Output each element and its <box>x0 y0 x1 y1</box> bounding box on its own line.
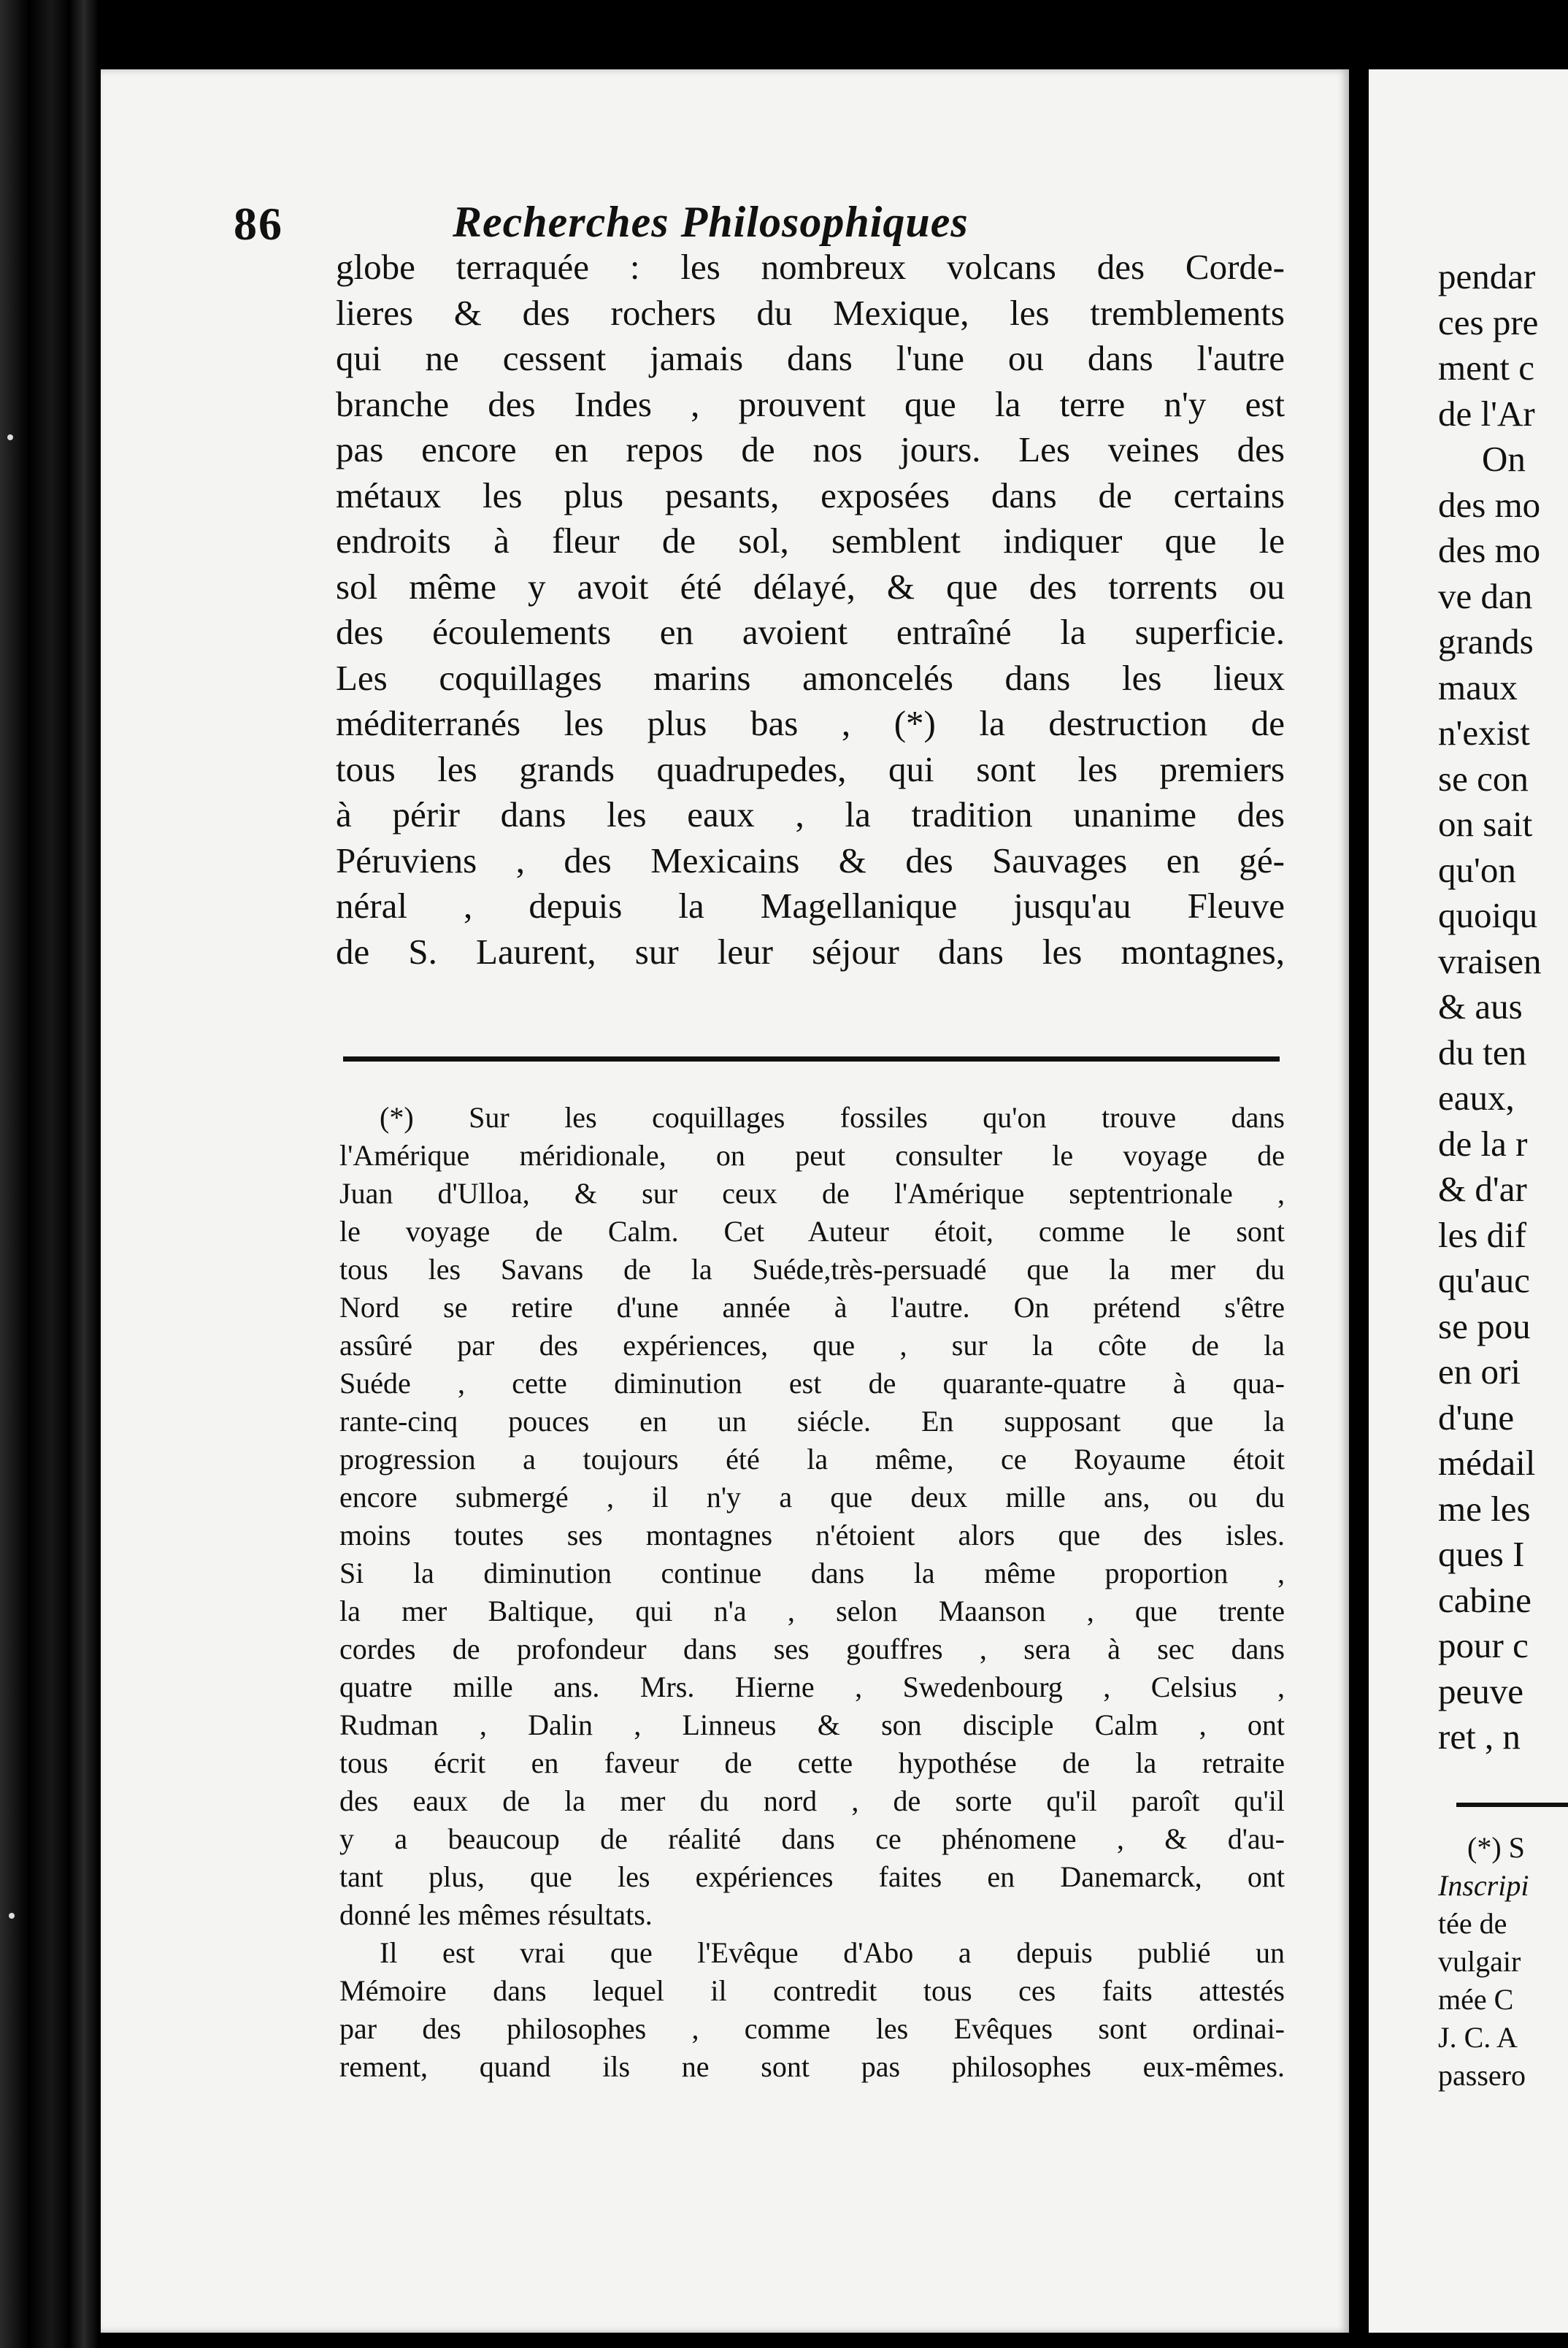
footnote-line: rante-cinq pouces en un siécle. En supposant que la <box>339 1405 1285 1438</box>
text-line: peuve <box>1438 1670 1523 1711</box>
text-line: ques I <box>1438 1534 1525 1574</box>
text-line: ret , n <box>1438 1716 1521 1757</box>
text-line: du ten <box>1438 1032 1527 1073</box>
text-line: qui ne cessent jamais dans l'une ou dans l'autre <box>336 338 1285 378</box>
footnote-line: l'Amérique méridionale, on peut consulter le voyage de <box>339 1139 1285 1172</box>
footnote-line: tant plus, que les expériences faites en Danemarck, ont <box>339 1860 1285 1893</box>
text-line: quoiqu <box>1438 895 1538 935</box>
text-line: endroits à fleur de sol, semblent indiquer que le <box>336 521 1285 561</box>
text-line: métaux les plus pesants, exposées dans de certains <box>336 475 1285 515</box>
footnote-line: vulgair <box>1438 1945 1521 1978</box>
footnote-line: encore submergé , il n'y a que deux mille ans, ou du <box>339 1481 1285 1513</box>
text-line: ces pre <box>1438 302 1539 342</box>
text-line: des écoulements en avoient entraîné la superficie. <box>336 612 1285 652</box>
page-number: 86 <box>234 198 283 250</box>
text-line: lieres & des rochers du Mexique, les tremblements <box>336 292 1285 333</box>
footnote-line: moins toutes ses montagnes n'étoient alors que des isles. <box>339 1519 1285 1551</box>
footnote-line: Il est vrai que l'Evêque d'Abo a depuis publié un <box>380 1936 1285 1969</box>
text-line: médail <box>1438 1443 1536 1483</box>
footnote-line: y a beaucoup de réalité dans ce phénomene , & d'au- <box>339 1822 1285 1855</box>
main-text <box>336 245 1285 975</box>
footnote-line: tée de <box>1438 1907 1507 1940</box>
right-footnote-text <box>1438 1829 1568 2095</box>
text-line: des mo <box>1438 484 1541 525</box>
book-binding-edge <box>0 0 99 2348</box>
text-line: branche des Indes , prouvent que la terre n'y est <box>336 383 1285 424</box>
footnote-line: Mémoire dans lequel il contredit tous ces faits attestés <box>339 1974 1285 2007</box>
footnote-line: donné les mêmes résultats. <box>339 1898 653 1931</box>
footnote-line: Inscripi <box>1438 1869 1529 1902</box>
text-line: cabine <box>1438 1579 1532 1620</box>
text-line: & aus <box>1438 986 1523 1027</box>
footnote-line: le voyage de Calm. Cet Auteur étoit, comme le sont <box>339 1215 1285 1248</box>
footnote-line: rement, quand ils ne sont pas philosophes eux-mêmes. <box>339 2050 1285 2083</box>
footnote-line: tous les Savans de la Suéde,très-persuadé que la mer du <box>339 1253 1285 1286</box>
text-line: pas encore en repos de nos jours. Les veines des <box>336 429 1285 469</box>
right-page-fragment <box>1369 69 1568 2333</box>
footnote-line: mée C <box>1438 1983 1514 2016</box>
text-line: grands <box>1438 621 1534 661</box>
scan-speck <box>9 1913 15 1919</box>
text-line: vraisen <box>1438 940 1542 981</box>
footnote-line: tous écrit en faveur de cette hypothése de la retraite <box>339 1746 1285 1779</box>
text-line: n'exist <box>1438 713 1530 753</box>
text-line: ment c <box>1438 348 1534 388</box>
text-line: les dif <box>1438 1214 1527 1255</box>
text-line: qu'auc <box>1438 1260 1530 1300</box>
text-line: on sait <box>1438 804 1533 844</box>
text-line: de l'Ar <box>1438 393 1535 434</box>
text-line: à périr dans les eaux , la tradition unanime des <box>336 794 1285 835</box>
text-line: qu'on <box>1438 849 1516 890</box>
footnote-line: Si la diminution continue dans la même proportion , <box>339 1557 1285 1589</box>
right-page-text <box>1438 254 1568 1760</box>
text-line: pour c <box>1438 1625 1529 1665</box>
text-line: ve dan <box>1438 575 1533 616</box>
text-line: On <box>1482 439 1526 479</box>
footnote-line: assûré par des expériences, que , sur la côte de la <box>339 1329 1285 1362</box>
text-line: des mo <box>1438 530 1541 570</box>
footnote-line: Suéde , cette diminution est de quarante-quatre à qua- <box>339 1367 1285 1400</box>
text-line: me les <box>1438 1488 1531 1529</box>
footnote-line: progression a toujours été la même, ce Royaume étoit <box>339 1443 1285 1476</box>
footnote-line: la mer Baltique, qui n'a , selon Maanson , que trente <box>339 1595 1285 1627</box>
text-line: se con <box>1438 758 1529 799</box>
footnote-line: par des philosophes , comme les Evêques sont ordinai- <box>339 2012 1285 2045</box>
text-line: néral , depuis la Magellanique jusqu'au Fleuve <box>336 886 1285 926</box>
footnote-line: (*) Sur les coquillages fossiles qu'on trouve dans <box>380 1101 1285 1134</box>
text-line: sol même y avoit été délayé, & que des torrents ou <box>336 566 1285 607</box>
footnote-line: quatre mille ans. Mrs. Hierne , Swedenbourg , Celsius , <box>339 1670 1285 1703</box>
footnote-line: J. C. A <box>1438 2021 1518 2054</box>
text-line: globe terraquée : les nombreux volcans des Corde- <box>336 247 1285 287</box>
scan-speck <box>7 434 13 440</box>
text-line: se pou <box>1438 1305 1531 1346</box>
footnote-rule <box>343 1056 1280 1062</box>
text-line: Péruviens , des Mexicains & des Sauvages en gé- <box>336 840 1285 880</box>
text-line: méditerranés les plus bas , (*) la destruction de <box>336 703 1285 743</box>
footnote-line: Nord se retire d'une année à l'autre. On prétend s'être <box>339 1291 1285 1324</box>
text-line: & d'ar <box>1438 1169 1527 1209</box>
text-line: d'une <box>1438 1397 1515 1438</box>
right-footnote-rule <box>1456 1803 1568 1807</box>
text-line: tous les grands quadrupedes, qui sont les premiers <box>336 748 1285 789</box>
footnote-line: des eaux de la mer du nord , de sorte qu'il paroît qu'il <box>339 1784 1285 1817</box>
footnote-text <box>339 1099 1285 2086</box>
footnote-line: (*) S <box>1467 1831 1525 1864</box>
footnote-line: passero <box>1438 2059 1526 2092</box>
text-line: en ori <box>1438 1351 1521 1392</box>
running-title: Recherches Philosophiques <box>453 198 969 246</box>
text-line: pendar <box>1438 256 1536 296</box>
footnote-line: Rudman , Dalin , Linneus & son disciple Calm , ont <box>339 1708 1285 1741</box>
text-line: Les coquillages marins amoncelés dans les lieux <box>336 657 1285 698</box>
text-line: de S. Laurent, sur leur séjour dans les montagnes, <box>336 931 1285 972</box>
footnote-line: Juan d'Ulloa, & sur ceux de l'Amérique septentrionale , <box>339 1177 1285 1210</box>
text-line: de la r <box>1438 1123 1528 1164</box>
text-line: maux <box>1438 667 1518 707</box>
footnote-line: cordes de profondeur dans ses gouffres , sera à sec dans <box>339 1633 1285 1665</box>
text-line: eaux, <box>1438 1078 1515 1118</box>
